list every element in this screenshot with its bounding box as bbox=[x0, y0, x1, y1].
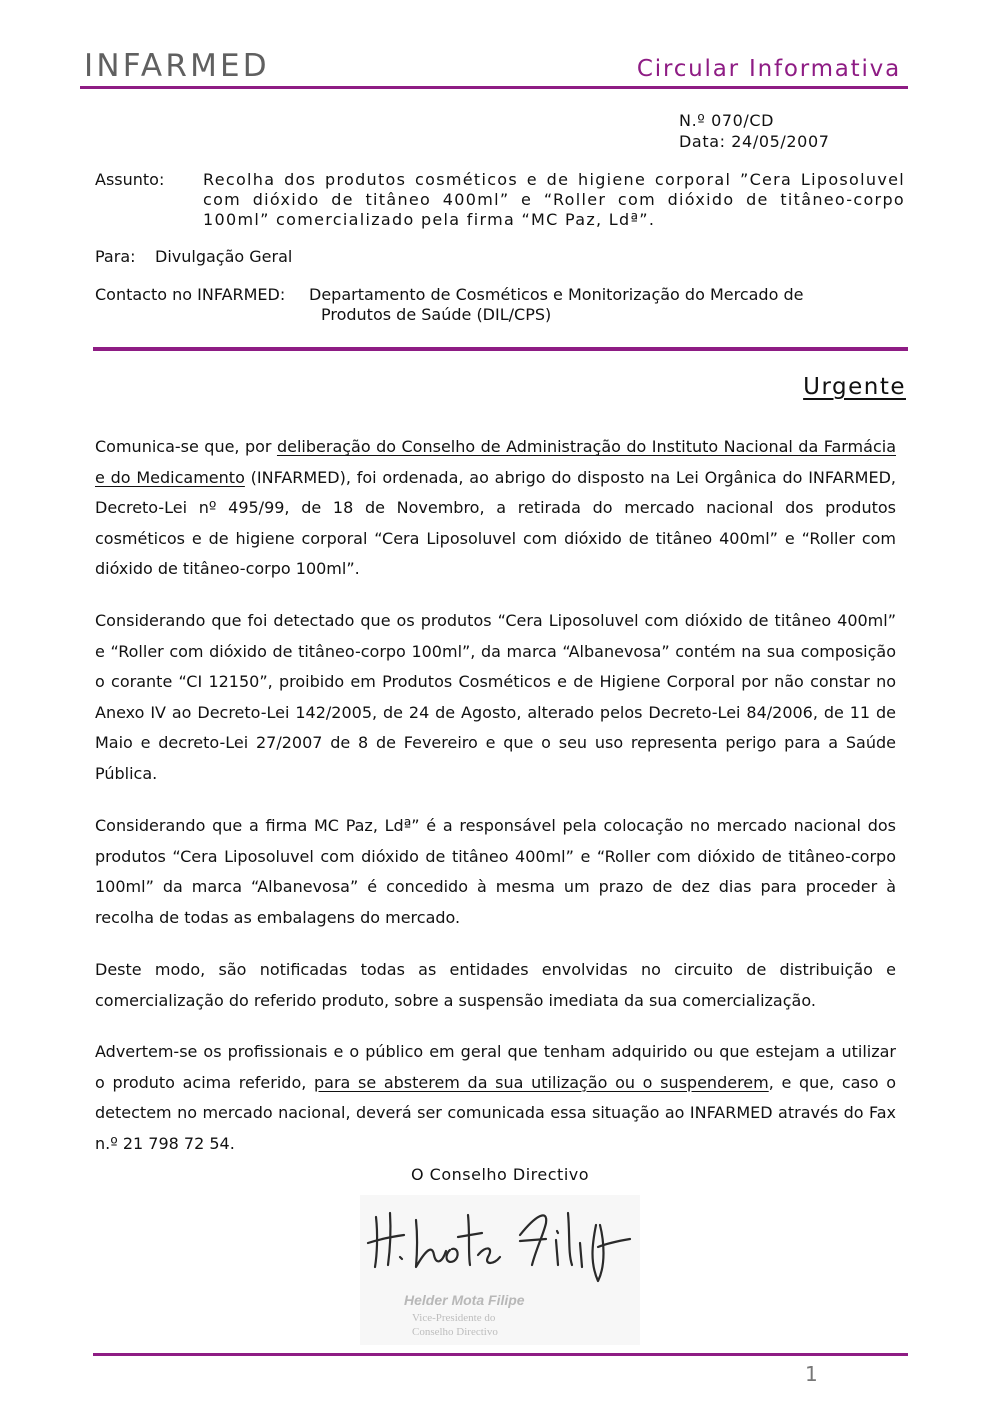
logo: INFARMED bbox=[84, 48, 270, 84]
paragraph-3: Considerando que a firma MC Paz, Ldª” é a responsável pela colocação no mercado nacional dos produtos “Cera Liposoluvel com dióxido de titâneo 400ml” e “Roller com dióxido de titâneo-corpo 100ml” da marca “Albanevosa” é concedido à mesma um prazo de dez dias para proceder à recolha de todas as embalagens do mercado. bbox=[95, 816, 896, 927]
paragraph-5-underlined: para se absterem da sua utilização ou o suspenderem bbox=[313, 1072, 769, 1092]
document-type: Circular Informativa bbox=[636, 56, 901, 82]
header-divider bbox=[80, 86, 908, 89]
signature-stamp-name: Helder Mota Filipe bbox=[404, 1292, 525, 1308]
paragraph-5-start: Advertem-se os profissionais e o público em geral que tenham adquirido ou que estejam a utilizar o produto acima referido, bbox=[95, 1042, 896, 1092]
paragraph-1 bbox=[95, 432, 896, 585]
page-number: 1 bbox=[805, 1362, 818, 1386]
circular-number: N.º 070/CD bbox=[679, 111, 775, 130]
subject-text: Recolha dos produtos cosméticos e de higiene corporal ”Cera Liposoluvel com dióxido de titâneo 400ml” e “Roller com dióxido de titâneo-corpo 100ml” comercializado pela firma “MC Paz, Ldª”. bbox=[203, 170, 905, 229]
signature-image bbox=[360, 1195, 640, 1345]
urgent-heading: Urgente bbox=[803, 374, 906, 400]
recipient-label: Para: bbox=[95, 247, 136, 266]
contact-line-2: Produtos de Saúde (DIL/CPS) bbox=[321, 305, 552, 324]
footer-divider bbox=[93, 1353, 908, 1356]
recipient-value: Divulgação Geral bbox=[155, 247, 293, 266]
signoff: O Conselho Directivo bbox=[410, 1165, 590, 1184]
paragraph-5-end: , e que, caso o detectem no mercado nacional, deverá ser comunicada essa situação ao INFARMED através do Fax n.º 21 798 72 54. bbox=[95, 1072, 897, 1153]
signature-stamp-title-1: Vice-Presidente do bbox=[412, 1312, 496, 1324]
paragraph-4: Deste modo, são notificadas todas as entidades envolvidas no circuito de distribuição e comercialização do referido produto, sobre a suspensão imediata da sua comercialização. bbox=[95, 960, 896, 1010]
paragraph-1-underlined: deliberação do Conselho de Administração do Instituto Nacional da Farmácia e do Medicamento bbox=[95, 437, 896, 487]
signature-background bbox=[360, 1195, 640, 1345]
paragraph-1-end: (INFARMED), foi ordenada, ao abrigo do disposto na Lei Orgânica do INFARMED, Decreto-Lei nº 495/99, de 18 de Novembro, a retirada do mercado nacional dos produtos cosméticos e de higiene corporal “Cera Liposoluvel com dióxido de titâneo 400ml” e “Roller com dióxido de titâneo-corpo 100ml”. bbox=[95, 467, 896, 578]
section-divider bbox=[93, 347, 908, 351]
subject-label: Assunto: bbox=[95, 170, 165, 189]
circular-date: Data: 24/05/2007 bbox=[679, 132, 830, 151]
paragraph-1-start: Comunica-se que, por bbox=[95, 437, 277, 456]
contact-label: Contacto no INFARMED: bbox=[95, 285, 286, 304]
paragraph-2: Considerando que foi detectado que os produtos “Cera Liposoluvel com dióxido de titâneo 400ml” e “Roller com dióxido de titâneo-corpo 100ml”, da marca “Albanevosa” contém na sua composição o corante “CI 12150”, proibido em Produtos Cosméticos e de Higiene Corporal por não constar no Anexo IV ao Decreto-Lei 142/2005, de 24 de Agosto, alterado pelos Decreto-Lei 84/2006, de 11 de Maio e decreto-Lei 27/2007 de 8 de Fevereiro e que o seu uso representa perigo para a Saúde Pública. bbox=[95, 611, 896, 783]
signature-stamp-title-2: Conselho Directivo bbox=[412, 1326, 498, 1338]
contact-line-1: Departamento de Cosméticos e Monitorização do Mercado de bbox=[309, 285, 804, 304]
paragraph-5 bbox=[95, 1037, 896, 1159]
